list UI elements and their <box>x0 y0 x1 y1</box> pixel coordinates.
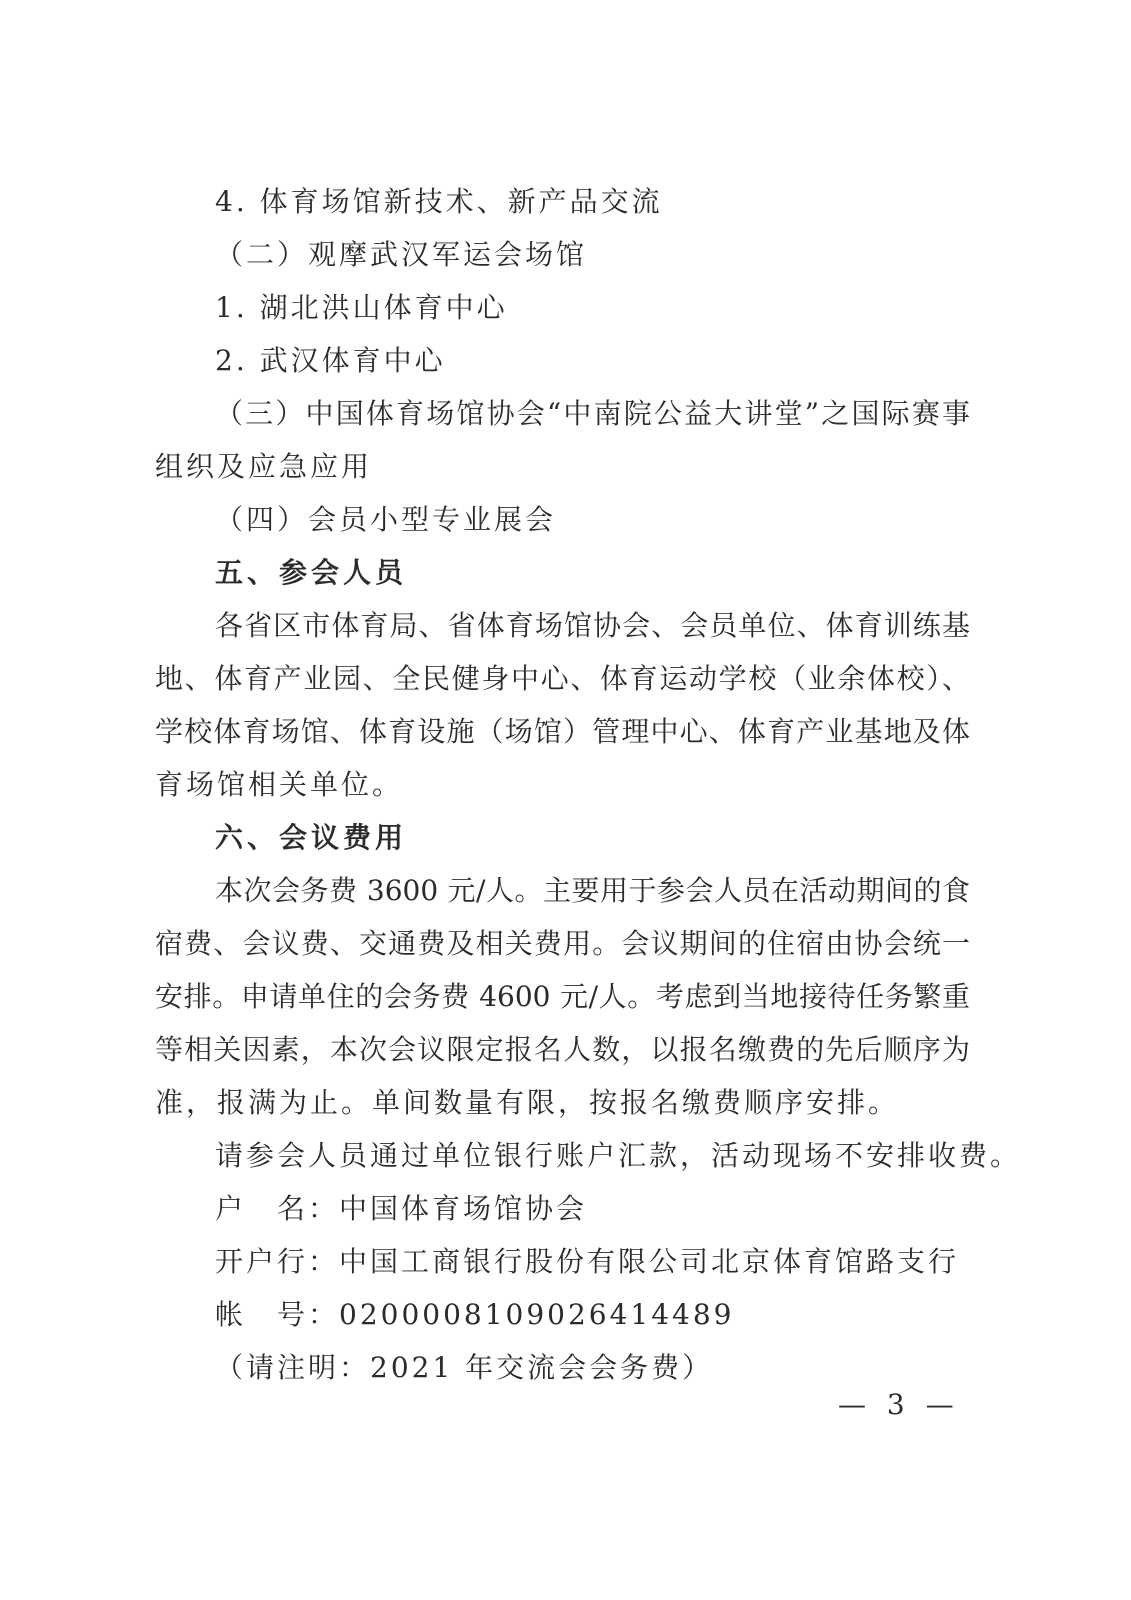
participants-paragraph-line4: 育场馆相关单位。 <box>155 768 404 801</box>
participants-paragraph-line2: 地、体育产业园、全民健身中心、体育运动学校（业余体校）、 <box>155 662 970 695</box>
document-body <box>155 175 1022 1394</box>
fees-paragraph-line1: 本次会务费 3600 元/人。主要用于参会人员在活动期间的食 <box>215 874 970 907</box>
fees-paragraph-line5: 准，报满为止。单间数量有限，按报名缴费顺序安排。 <box>155 1086 900 1119</box>
list-item-4: 4. 体育场馆新技术、新产品交流 <box>215 185 663 218</box>
bank-branch: 开户行：中国工商银行股份有限公司北京体育馆路支行 <box>215 1245 960 1278</box>
heading-fees: 六、会议费用 <box>215 821 408 854</box>
page-number: — 3 — <box>838 1388 960 1421</box>
payment-note: （请注明：2021 年交流会会务费） <box>215 1351 714 1384</box>
participants-paragraph-line3: 学校体育场馆、体育设施（场馆）管理中心、体育产业基地及体 <box>155 715 970 748</box>
list-item-2: 2. 武汉体育中心 <box>215 344 446 377</box>
fees-paragraph-line4: 等相关因素，本次会议限定报名人数，以报名缴费的先后顺序为 <box>155 1033 970 1066</box>
section-2-subheading: （二）观摩武汉军运会场馆 <box>215 238 588 271</box>
list-item-1: 1. 湖北洪山体育中心 <box>215 291 508 324</box>
heading-participants: 五、参会人员 <box>215 556 408 589</box>
fees-paragraph-line3: 安排。申请单住的会务费 4600 元/人。考虑到当地接待任务繁重 <box>155 980 970 1013</box>
participants-paragraph-line1: 各省区市体育局、省体育场馆协会、会员单位、体育训练基 <box>215 609 970 642</box>
section-3-subheading-line2: 组织及应急应用 <box>155 450 373 483</box>
payment-instruction: 请参会人员通过单位银行账户汇款，活动现场不安排收费。 <box>215 1139 1022 1172</box>
bank-account-name: 户 名：中国体育场馆协会 <box>215 1192 588 1225</box>
section-3-subheading-line1: （三）中国体育场馆协会“中南院公益大讲堂”之国际赛事 <box>215 397 970 430</box>
fees-paragraph-line2: 宿费、会议费、交通费及相关费用。会议期间的住宿由协会统一 <box>155 927 970 960</box>
section-4-subheading: （四）会员小型专业展会 <box>215 503 557 536</box>
bank-account-number: 帐 号：0200008109026414489 <box>215 1298 735 1331</box>
